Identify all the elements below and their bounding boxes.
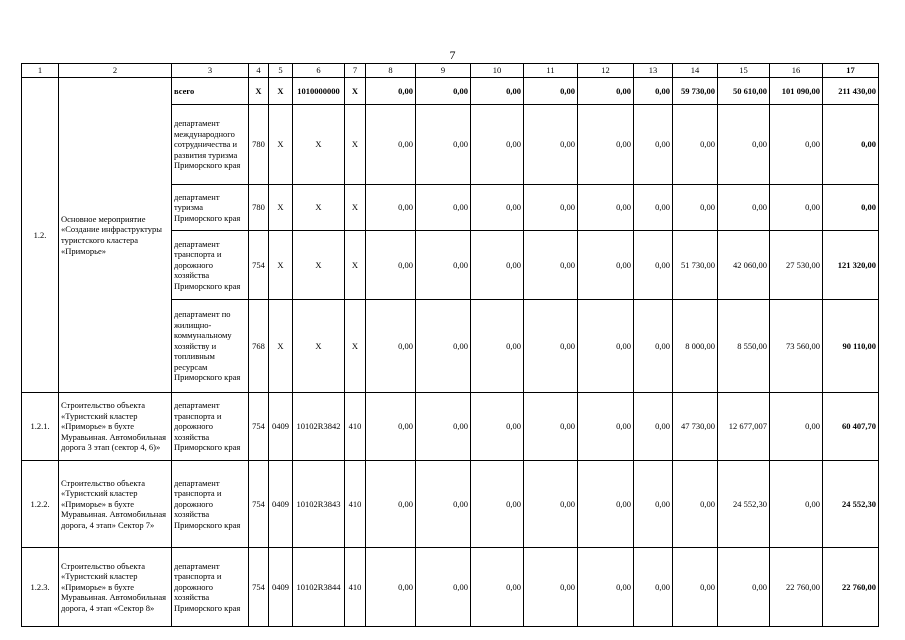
value-cell: 24 552,30 xyxy=(718,461,770,548)
value-cell: 0,00 xyxy=(634,393,673,461)
value-cell: X xyxy=(345,78,366,105)
value-cell: 0,00 xyxy=(770,461,823,548)
value-cell: 780 xyxy=(249,105,269,185)
value-cell: 0,00 xyxy=(366,393,416,461)
value-cell: 0,00 xyxy=(524,393,578,461)
value-cell: 780 xyxy=(249,185,269,231)
value-cell: 0,00 xyxy=(524,548,578,627)
budget-table xyxy=(21,63,879,627)
value-cell: X xyxy=(345,300,366,393)
column-header: 3 xyxy=(172,64,249,78)
value-cell: 0,00 xyxy=(718,548,770,627)
column-header: 10 xyxy=(471,64,524,78)
value-cell: X xyxy=(269,231,293,300)
value-cell: 0,00 xyxy=(471,231,524,300)
value-cell: X xyxy=(269,300,293,393)
group-total-row xyxy=(22,78,879,105)
executor-cell: всего xyxy=(172,78,249,105)
value-cell: 0,00 xyxy=(823,185,879,231)
value-cell: 0,00 xyxy=(471,393,524,461)
column-header: 15 xyxy=(718,64,770,78)
value-cell: 27 530,00 xyxy=(770,231,823,300)
value-cell: 0,00 xyxy=(578,300,634,393)
row-number: 1.2.1. xyxy=(22,393,59,461)
value-cell: 0,00 xyxy=(366,461,416,548)
value-cell: 24 552,30 xyxy=(823,461,879,548)
column-header: 16 xyxy=(770,64,823,78)
value-cell: 73 560,00 xyxy=(770,300,823,393)
value-cell: 59 730,00 xyxy=(673,78,718,105)
executor-cell: департамент транспорта и дорожного хозяйства Приморского края xyxy=(172,393,249,461)
activity-name: Строительство объекта «Туристский кластер «Приморье» в бухте Муравьиная. Автомобильная дорога 3 этап (сектор 4, 6)» xyxy=(59,393,172,461)
value-cell: 754 xyxy=(249,393,269,461)
value-cell: 0,00 xyxy=(578,548,634,627)
item-row xyxy=(22,548,879,627)
value-cell: 0,00 xyxy=(366,548,416,627)
value-cell: X xyxy=(345,185,366,231)
value-cell: 0,00 xyxy=(524,461,578,548)
item-row xyxy=(22,393,879,461)
value-cell: 10102R3842 xyxy=(293,393,345,461)
value-cell: X xyxy=(293,105,345,185)
value-cell: X xyxy=(269,105,293,185)
value-cell: 42 060,00 xyxy=(718,231,770,300)
value-cell: 0,00 xyxy=(823,105,879,185)
value-cell: 0,00 xyxy=(471,300,524,393)
value-cell: 0,00 xyxy=(416,231,471,300)
value-cell: 0,00 xyxy=(471,548,524,627)
page-number: 7 xyxy=(449,48,456,62)
column-header: 12 xyxy=(578,64,634,78)
value-cell: 768 xyxy=(249,300,269,393)
value-cell: 754 xyxy=(249,461,269,548)
value-cell: 0,00 xyxy=(634,548,673,627)
column-header: 7 xyxy=(345,64,366,78)
value-cell: 0,00 xyxy=(578,393,634,461)
activity-name: Строительство объекта «Туристский кластер «Приморье» в бухте Муравьиная. Автомобильная дорога, 4 этап «Сектор 8» xyxy=(59,548,172,627)
value-cell: 0,00 xyxy=(471,185,524,231)
value-cell: 0,00 xyxy=(416,185,471,231)
value-cell: 0,00 xyxy=(673,185,718,231)
value-cell: 0,00 xyxy=(770,185,823,231)
value-cell: 90 110,00 xyxy=(823,300,879,393)
value-cell: X xyxy=(269,185,293,231)
value-cell: 0,00 xyxy=(524,105,578,185)
value-cell: 0,00 xyxy=(416,393,471,461)
value-cell: 0,00 xyxy=(634,461,673,548)
column-header: 2 xyxy=(59,64,172,78)
row-number: 1.2. xyxy=(22,78,59,393)
value-cell: 410 xyxy=(345,548,366,627)
value-cell: X xyxy=(345,231,366,300)
value-cell: 0,00 xyxy=(578,105,634,185)
value-cell: 0,00 xyxy=(770,393,823,461)
value-cell: 0,00 xyxy=(578,231,634,300)
value-cell: 0,00 xyxy=(366,105,416,185)
value-cell: 1010000000 xyxy=(293,78,345,105)
value-cell: 211 430,00 xyxy=(823,78,879,105)
column-header: 11 xyxy=(524,64,578,78)
value-cell: 0,00 xyxy=(416,461,471,548)
value-cell: 0,00 xyxy=(471,78,524,105)
value-cell: 0,00 xyxy=(673,105,718,185)
value-cell: 0,00 xyxy=(366,78,416,105)
row-number: 1.2.3. xyxy=(22,548,59,627)
value-cell: 410 xyxy=(345,393,366,461)
value-cell: 10102R3843 xyxy=(293,461,345,548)
value-cell: 101 090,00 xyxy=(770,78,823,105)
executor-cell: департамент туризма Приморского края xyxy=(172,185,249,231)
value-cell: 0,00 xyxy=(718,185,770,231)
value-cell: 51 730,00 xyxy=(673,231,718,300)
value-cell: 12 677,007 xyxy=(718,393,770,461)
column-header: 5 xyxy=(269,64,293,78)
value-cell: X xyxy=(293,300,345,393)
column-header: 4 xyxy=(249,64,269,78)
value-cell: 0,00 xyxy=(634,105,673,185)
value-cell: 22 760,00 xyxy=(770,548,823,627)
value-cell: 0,00 xyxy=(578,461,634,548)
value-cell: 0,00 xyxy=(416,300,471,393)
value-cell: 0,00 xyxy=(524,78,578,105)
value-cell: X xyxy=(269,78,293,105)
value-cell: 0,00 xyxy=(578,78,634,105)
value-cell: 0,00 xyxy=(416,548,471,627)
executor-cell: департамент по жилищно-коммунальному хозяйству и топливным ресурсам Приморского края xyxy=(172,300,249,393)
value-cell: 0,00 xyxy=(718,105,770,185)
activity-name: Основное мероприятие «Создание инфраструктуры туристского кластера «Приморье» xyxy=(59,78,172,393)
value-cell: 0,00 xyxy=(634,300,673,393)
column-header: 14 xyxy=(673,64,718,78)
value-cell: 410 xyxy=(345,461,366,548)
value-cell: 50 610,00 xyxy=(718,78,770,105)
value-cell: 0,00 xyxy=(770,105,823,185)
value-cell: 0,00 xyxy=(471,105,524,185)
value-cell: X xyxy=(249,78,269,105)
value-cell: 754 xyxy=(249,548,269,627)
column-header: 13 xyxy=(634,64,673,78)
value-cell: 0,00 xyxy=(634,185,673,231)
executor-cell: департамент транспорта и дорожного хозяйства Приморского края xyxy=(172,231,249,300)
value-cell: 0409 xyxy=(269,548,293,627)
value-cell: 0409 xyxy=(269,461,293,548)
column-header: 1 xyxy=(22,64,59,78)
value-cell: 0,00 xyxy=(524,231,578,300)
value-cell: 0,00 xyxy=(416,105,471,185)
value-cell: 22 760,00 xyxy=(823,548,879,627)
value-cell: 0,00 xyxy=(673,548,718,627)
value-cell: 0,00 xyxy=(524,185,578,231)
executor-cell: департамент транспорта и дорожного хозяйства Приморского края xyxy=(172,461,249,548)
column-header: 17 xyxy=(823,64,879,78)
value-cell: 0,00 xyxy=(416,78,471,105)
value-cell: 8 000,00 xyxy=(673,300,718,393)
activity-name: Строительство объекта «Туристский кластер «Приморье» в бухте Муравьиная. Автомобильная дорога, 4 этап» Сектор 7» xyxy=(59,461,172,548)
header-row xyxy=(22,64,879,78)
value-cell: 0409 xyxy=(269,393,293,461)
value-cell: 47 730,00 xyxy=(673,393,718,461)
value-cell: 754 xyxy=(249,231,269,300)
value-cell: 8 550,00 xyxy=(718,300,770,393)
executor-cell: департамент международного сотрудничества и развития туризма Приморского края xyxy=(172,105,249,185)
value-cell: 10102R3844 xyxy=(293,548,345,627)
value-cell: 0,00 xyxy=(366,185,416,231)
value-cell: X xyxy=(293,231,345,300)
value-cell: X xyxy=(345,105,366,185)
value-cell: 0,00 xyxy=(634,78,673,105)
column-header: 8 xyxy=(366,64,416,78)
executor-cell: департамент транспорта и дорожного хозяйства Приморского края xyxy=(172,548,249,627)
value-cell: 0,00 xyxy=(366,231,416,300)
value-cell: 0,00 xyxy=(578,185,634,231)
row-number: 1.2.2. xyxy=(22,461,59,548)
value-cell: 0,00 xyxy=(634,231,673,300)
item-row xyxy=(22,461,879,548)
value-cell: 0,00 xyxy=(366,300,416,393)
value-cell: 0,00 xyxy=(673,461,718,548)
column-header: 6 xyxy=(293,64,345,78)
column-header: 9 xyxy=(416,64,471,78)
value-cell: 0,00 xyxy=(471,461,524,548)
value-cell: 121 320,00 xyxy=(823,231,879,300)
value-cell: 0,00 xyxy=(524,300,578,393)
value-cell: X xyxy=(293,185,345,231)
value-cell: 60 407,70 xyxy=(823,393,879,461)
